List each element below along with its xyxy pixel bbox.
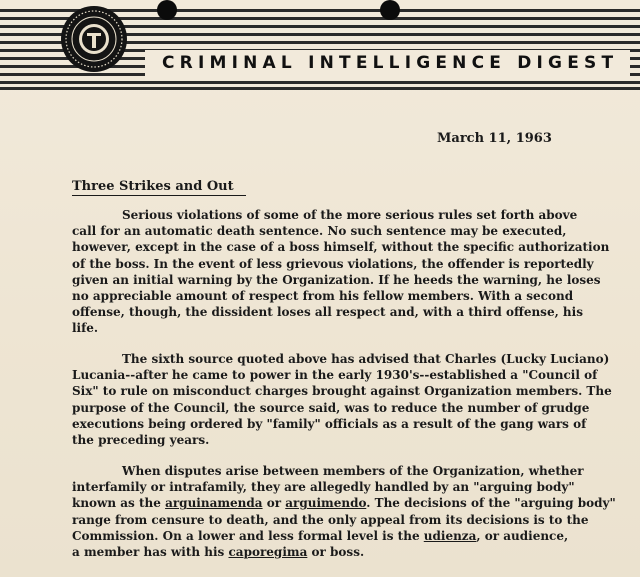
paragraph-line: When disputes arise between members of the Organization, whether	[122, 464, 584, 478]
text-run: or	[262, 496, 286, 511]
paragraph	[72, 207, 632, 337]
paragraph-line: no appreciable amount of respect from his fellow members. With a second	[72, 289, 574, 304]
paragraph-line: purpose of the Council, the source said, was to reduce the number of grudge	[72, 400, 590, 415]
paragraph-line	[72, 528, 632, 544]
document-date: March 11, 1963	[437, 131, 552, 146]
term-udienza: udienza	[423, 528, 477, 543]
paragraph-line: executions being ordered by "family" officials as a result of the gang wars of	[72, 416, 587, 431]
paragraph-line: The sixth source quoted above has advised that Charles (Lucky Luciano)	[122, 352, 610, 366]
text-run: Commission. On a lower and less formal level is the	[72, 528, 424, 543]
paragraph-line: Lucania--after he came to power in the early 1930's--established a "Council of	[72, 368, 598, 383]
term-caporegima: caporegima	[228, 545, 308, 560]
paragraph-line	[72, 495, 632, 511]
paragraph-line: given an initial warning by the Organization. If he heeds the warning, he loses	[72, 272, 601, 287]
masthead-title: CRIMINAL INTELLIGENCE DIGEST	[162, 53, 619, 73]
punch-hole	[380, 0, 400, 20]
paragraph-line: interfamily or intrafamily, they are allegedly handled by an "arguing body"	[72, 480, 575, 495]
paragraph	[72, 463, 632, 560]
fbi-seal-icon	[60, 5, 128, 73]
term-arguimendo: arguimendo	[285, 496, 367, 511]
paragraph-line: offense, though, the dissident loses all respect and, with a third offense, his	[72, 305, 583, 320]
section-heading: Three Strikes and Out	[72, 179, 246, 196]
text-run: a member has with his	[72, 545, 229, 560]
text-run: . The decisions of the "arguing body"	[366, 496, 616, 511]
punch-hole	[157, 0, 177, 20]
paragraph-line: range from censure to death, and the only appeal from its decisions is to the	[72, 512, 589, 527]
paragraph-line: Six" to rule on misconduct charges brought against Organization members. The	[72, 384, 612, 399]
paragraph	[72, 351, 632, 448]
text-run: , or audience,	[476, 528, 569, 543]
paragraph-line: Serious violations of some of the more serious rules set forth above	[122, 208, 578, 222]
paragraph-line: call for an automatic death sentence. No such sentence may be executed,	[72, 224, 567, 239]
paragraph-line: of the boss. In the event of less grievous violations, the offender is reportedly	[72, 256, 594, 271]
paragraph-line: life.	[72, 321, 99, 336]
term-arguinamenda: arguinamenda	[165, 496, 263, 511]
paragraph-line: however, except in the case of a boss himself, without the specific authorization	[72, 240, 610, 255]
paragraph-line: the preceding years.	[72, 433, 210, 448]
text-run: known as the	[72, 496, 166, 511]
text-run: or boss.	[307, 545, 365, 560]
paragraph-line	[72, 544, 632, 560]
